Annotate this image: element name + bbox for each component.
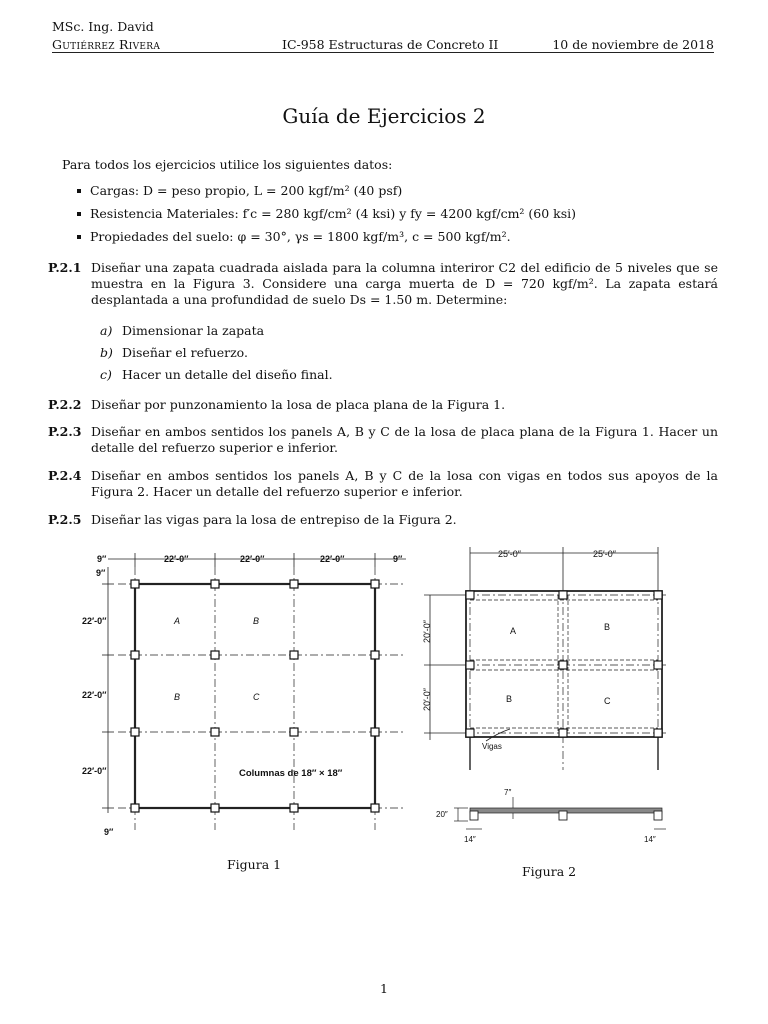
column-icon bbox=[654, 729, 662, 737]
subitem-mark: a) bbox=[100, 323, 113, 338]
column-icon bbox=[371, 804, 379, 812]
problem-label: P.2.2 bbox=[48, 397, 82, 412]
dimension-label: 9″ bbox=[96, 568, 106, 578]
panel-label-b: B bbox=[506, 694, 513, 704]
dimension-label: 9″ bbox=[97, 554, 107, 564]
column-icon bbox=[211, 651, 219, 659]
data-item-text: Propiedades del suelo: φ = 30°, γs = 1800 kgf/m³, c = 500 kgf/m². bbox=[90, 229, 511, 244]
figure-2-caption: Figura 2 bbox=[522, 864, 577, 879]
figure-1-caption: Figura 1 bbox=[227, 857, 282, 872]
problem-label: P.2.4 bbox=[48, 468, 82, 483]
panel-label-b: B bbox=[174, 692, 181, 702]
data-item-text: Cargas: D = peso propio, L = 200 kgf/m² (40 psf) bbox=[90, 183, 403, 198]
column-icon bbox=[371, 580, 379, 588]
columns-note: Columnas de 18″ × 18″ bbox=[239, 768, 343, 779]
column-icon bbox=[131, 651, 139, 659]
panel-label-a: A bbox=[174, 616, 181, 626]
column-icon bbox=[211, 580, 219, 588]
panel-label-c: C bbox=[253, 692, 260, 702]
author-name: MSc. Ing. David bbox=[52, 19, 154, 34]
problem-text: Diseñar en ambos sentidos los panels A, B y C de la losa de placa plana de la Figura 1. Hacer un detalle del refuerzo superior e inferior. bbox=[91, 424, 718, 455]
header-rule bbox=[52, 52, 714, 53]
problem-text: Diseñar en ambos sentidos los panels A, B y C de la losa con vigas en todos sus apoyos de la Figura 2. Hacer un detalle del refuerzo superior e inferior. bbox=[91, 468, 718, 499]
subitem-text: Diseñar el refuerzo. bbox=[122, 345, 248, 360]
bullet-icon bbox=[77, 189, 81, 193]
intro-text: Para todos los ejercicios utilice los siguientes datos: bbox=[62, 157, 393, 172]
dimension-label: 20′-0″ bbox=[422, 688, 432, 711]
dimension-label: 9″ bbox=[393, 554, 403, 564]
subitem-mark: b) bbox=[100, 345, 113, 360]
column-icon bbox=[290, 804, 298, 812]
dimension-label: 22′-0″ bbox=[82, 766, 107, 776]
slab-section bbox=[454, 797, 666, 829]
column-icon bbox=[559, 661, 567, 669]
course-code: IC-958 Estructuras de Concreto II bbox=[282, 37, 499, 52]
bullet-icon bbox=[77, 212, 81, 216]
problem-label: P.2.1 bbox=[48, 260, 82, 275]
column-icon bbox=[290, 728, 298, 736]
column-icon bbox=[371, 728, 379, 736]
panel-label-a: A bbox=[510, 626, 517, 636]
problem-text: Diseñar una zapata cuadrada aislada para la columna interiror C2 del edificio de 5 niveles que se muestra en la Figura 3. Considere una carga muerta de D = 720 kgf/m². La zapata estará desplantada a una profundidad de suelo Ds = 1.50 m. Determine: bbox=[91, 260, 718, 307]
column-icon bbox=[211, 804, 219, 812]
author-surname: Gutiérrez Rivera bbox=[52, 37, 161, 52]
column-icon bbox=[559, 591, 567, 599]
dimension-label: 22′-0″ bbox=[240, 554, 265, 564]
column-icon bbox=[290, 651, 298, 659]
dimension-label: 7″ bbox=[504, 788, 512, 797]
page-title: Guía de Ejercicios 2 bbox=[282, 104, 486, 128]
dimension-label: 9″ bbox=[104, 827, 114, 837]
figure-2-beam-slab-plan bbox=[418, 545, 680, 850]
column-icon bbox=[131, 728, 139, 736]
problem-label: P.2.3 bbox=[48, 424, 82, 439]
subitem-text: Dimensionar la zapata bbox=[122, 323, 265, 338]
dimension-label: 22′-0″ bbox=[82, 690, 107, 700]
column-icon bbox=[654, 661, 662, 669]
dimension-label: 25′-0″ bbox=[593, 549, 616, 559]
problem-2-1 bbox=[48, 260, 718, 310]
dimension-label: 22′-0″ bbox=[320, 554, 345, 564]
column-icon bbox=[466, 661, 474, 669]
figure-1-slab-plan bbox=[82, 545, 408, 845]
column-icon bbox=[654, 591, 662, 599]
column-icon bbox=[131, 580, 139, 588]
panel-label-b: B bbox=[253, 616, 260, 626]
problem-2-2 bbox=[48, 397, 718, 415]
problem-2-4 bbox=[48, 468, 718, 502]
problem-text: Diseñar las vigas para la losa de entrepiso de la Figura 2. bbox=[91, 512, 457, 527]
dimension-label: 20′-0″ bbox=[422, 620, 432, 643]
dimension-label: 20″ bbox=[436, 810, 448, 819]
panel-label-c: C bbox=[604, 696, 611, 706]
beam-pointer bbox=[486, 729, 510, 741]
dimension-label: 14″ bbox=[464, 835, 476, 844]
document-date: 10 de noviembre de 2018 bbox=[552, 37, 714, 52]
dimension-label: 22′-0″ bbox=[82, 616, 107, 626]
column-icon bbox=[466, 729, 474, 737]
column-icon bbox=[131, 804, 139, 812]
column-icon bbox=[559, 729, 567, 737]
beam-label: Vigas bbox=[482, 742, 502, 751]
problem-2-5 bbox=[48, 512, 718, 530]
bullet-icon bbox=[77, 235, 81, 239]
subitem-text: Hacer un detalle del diseño final. bbox=[122, 367, 333, 382]
column-icon bbox=[211, 728, 219, 736]
subitem-mark: c) bbox=[100, 367, 112, 382]
column-icon bbox=[371, 651, 379, 659]
problem-text: Diseñar por punzonamiento la losa de placa plana de la Figura 1. bbox=[91, 397, 506, 412]
page-number: 1 bbox=[380, 981, 388, 996]
problem-2-3 bbox=[48, 424, 718, 458]
panel-label-b: B bbox=[604, 622, 611, 632]
dimension-label: 22′-0″ bbox=[164, 554, 189, 564]
column-icon bbox=[290, 580, 298, 588]
dimension-label: 14″ bbox=[644, 835, 656, 844]
data-item-text: Resistencia Materiales: f′c = 280 kgf/cm² (4 ksi) y fy = 4200 kgf/cm² (60 ksi) bbox=[90, 206, 577, 221]
dimension-label: 25′-0″ bbox=[498, 549, 521, 559]
problem-label: P.2.5 bbox=[48, 512, 82, 527]
column-icon bbox=[466, 591, 474, 599]
